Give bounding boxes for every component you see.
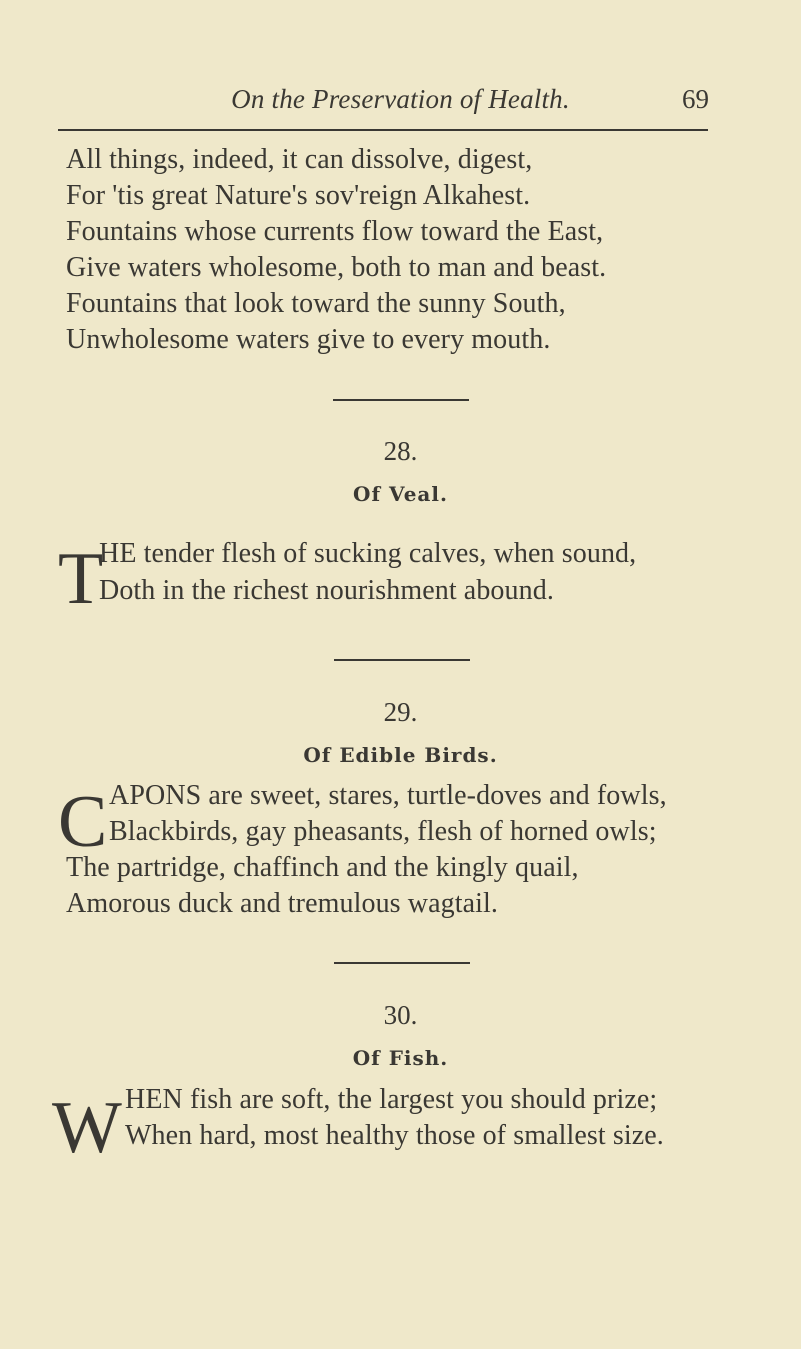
drop-cap: C xyxy=(58,781,108,863)
verse-line: Give waters wholesome, both to man and beast. xyxy=(66,252,607,283)
drop-cap: T xyxy=(58,538,104,620)
running-head-title: On the Preservation of Health. xyxy=(231,84,570,114)
verse-line: Blackbirds, gay pheasants, flesh of horned owls; xyxy=(109,816,657,847)
section-rule xyxy=(334,659,470,661)
verse-line: Fountains that look toward the sunny South, xyxy=(66,288,566,319)
verse-line: Fountains whose currents flow toward the East, xyxy=(66,216,604,247)
verse-line: HEN fish are soft, the largest you should prize; xyxy=(125,1084,658,1115)
verse-line: When hard, most healthy those of smallest size. xyxy=(125,1120,664,1151)
verse-line: APONS are sweet, stares, turtle-doves and fowls, xyxy=(109,780,667,811)
header-rule xyxy=(58,129,708,131)
drop-cap: W xyxy=(52,1087,122,1169)
section-number: 29. xyxy=(383,697,418,727)
verse-line: HE tender flesh of sucking calves, when sound, xyxy=(99,538,637,569)
section-rule xyxy=(333,399,469,401)
verse-line: Amorous duck and tremulous wagtail. xyxy=(66,888,498,919)
section-title: Of Fish. xyxy=(352,1046,449,1070)
section-title: Of Edible Birds. xyxy=(303,743,498,767)
section-number: 28. xyxy=(383,436,418,466)
page-number: 69 xyxy=(682,84,709,114)
verse-line: Unwholesome waters give to every mouth. xyxy=(66,324,551,355)
verse-line: Doth in the richest nourishment abound. xyxy=(99,575,554,606)
section-title: Of Veal. xyxy=(353,482,448,506)
verse-line: All things, indeed, it can dissolve, digest, xyxy=(66,144,533,175)
section-rule xyxy=(334,962,470,964)
verse-line: The partridge, chaffinch and the kingly quail, xyxy=(66,852,579,883)
verse-line: For 'tis great Nature's sov'reign Alkahest. xyxy=(66,180,531,211)
section-number: 30. xyxy=(383,1000,418,1030)
running-head xyxy=(0,84,801,124)
